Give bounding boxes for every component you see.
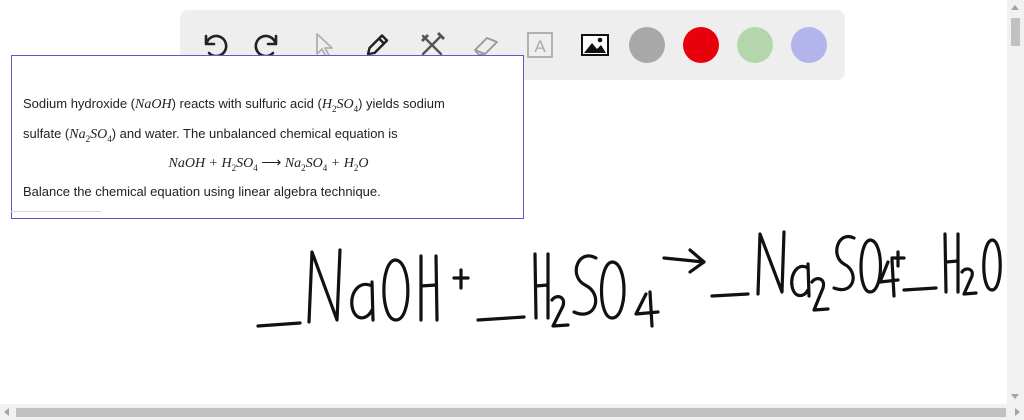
scroll-down-icon[interactable] (1011, 394, 1019, 399)
scroll-up-icon[interactable] (1011, 5, 1019, 10)
scroll-left-icon[interactable] (4, 408, 9, 416)
question-text: ) yields sodium (358, 96, 445, 111)
question-text: Sodium hydroxide ( (23, 96, 135, 111)
question-text: sulfate ( (23, 126, 70, 141)
question-text: ) and water. The unbalanced chemical equation is (111, 126, 398, 141)
vertical-scrollbar[interactable] (1007, 0, 1024, 404)
question-line-1 (23, 96, 523, 117)
color-green-swatch[interactable] (737, 27, 773, 63)
formula-naoh: NaOH (135, 97, 172, 112)
divider (11, 211, 101, 212)
svg-text:A: A (534, 37, 547, 56)
question-line-4: Balance the chemical equation using linear algebra technique. (23, 184, 381, 199)
text-button[interactable] (520, 25, 560, 65)
formula-na2so4: $Na_2SO_4$ (69, 127, 112, 144)
question-line-2 (23, 126, 523, 147)
scroll-right-icon[interactable] (1015, 408, 1020, 416)
question-text: ) reacts with sulfuric acid ( (171, 96, 322, 111)
color-purple-swatch[interactable] (791, 27, 827, 63)
horizontal-scroll-thumb[interactable] (16, 408, 1006, 417)
color-gray-swatch[interactable] (629, 27, 665, 63)
color-red-swatch[interactable] (683, 27, 719, 63)
horizontal-scrollbar[interactable] (0, 404, 1024, 420)
question-box (11, 55, 524, 219)
text-icon (523, 28, 557, 62)
formula-h2so4: $H_2SO_4$ (321, 97, 359, 114)
vertical-scroll-thumb[interactable] (1011, 18, 1020, 46)
unbalanced-equation: NaOH + $H_2SO_4$ ⟶ $Na_2SO_4 + H_2O$ (168, 156, 369, 173)
image-button[interactable] (575, 25, 615, 65)
image-icon (578, 28, 612, 62)
